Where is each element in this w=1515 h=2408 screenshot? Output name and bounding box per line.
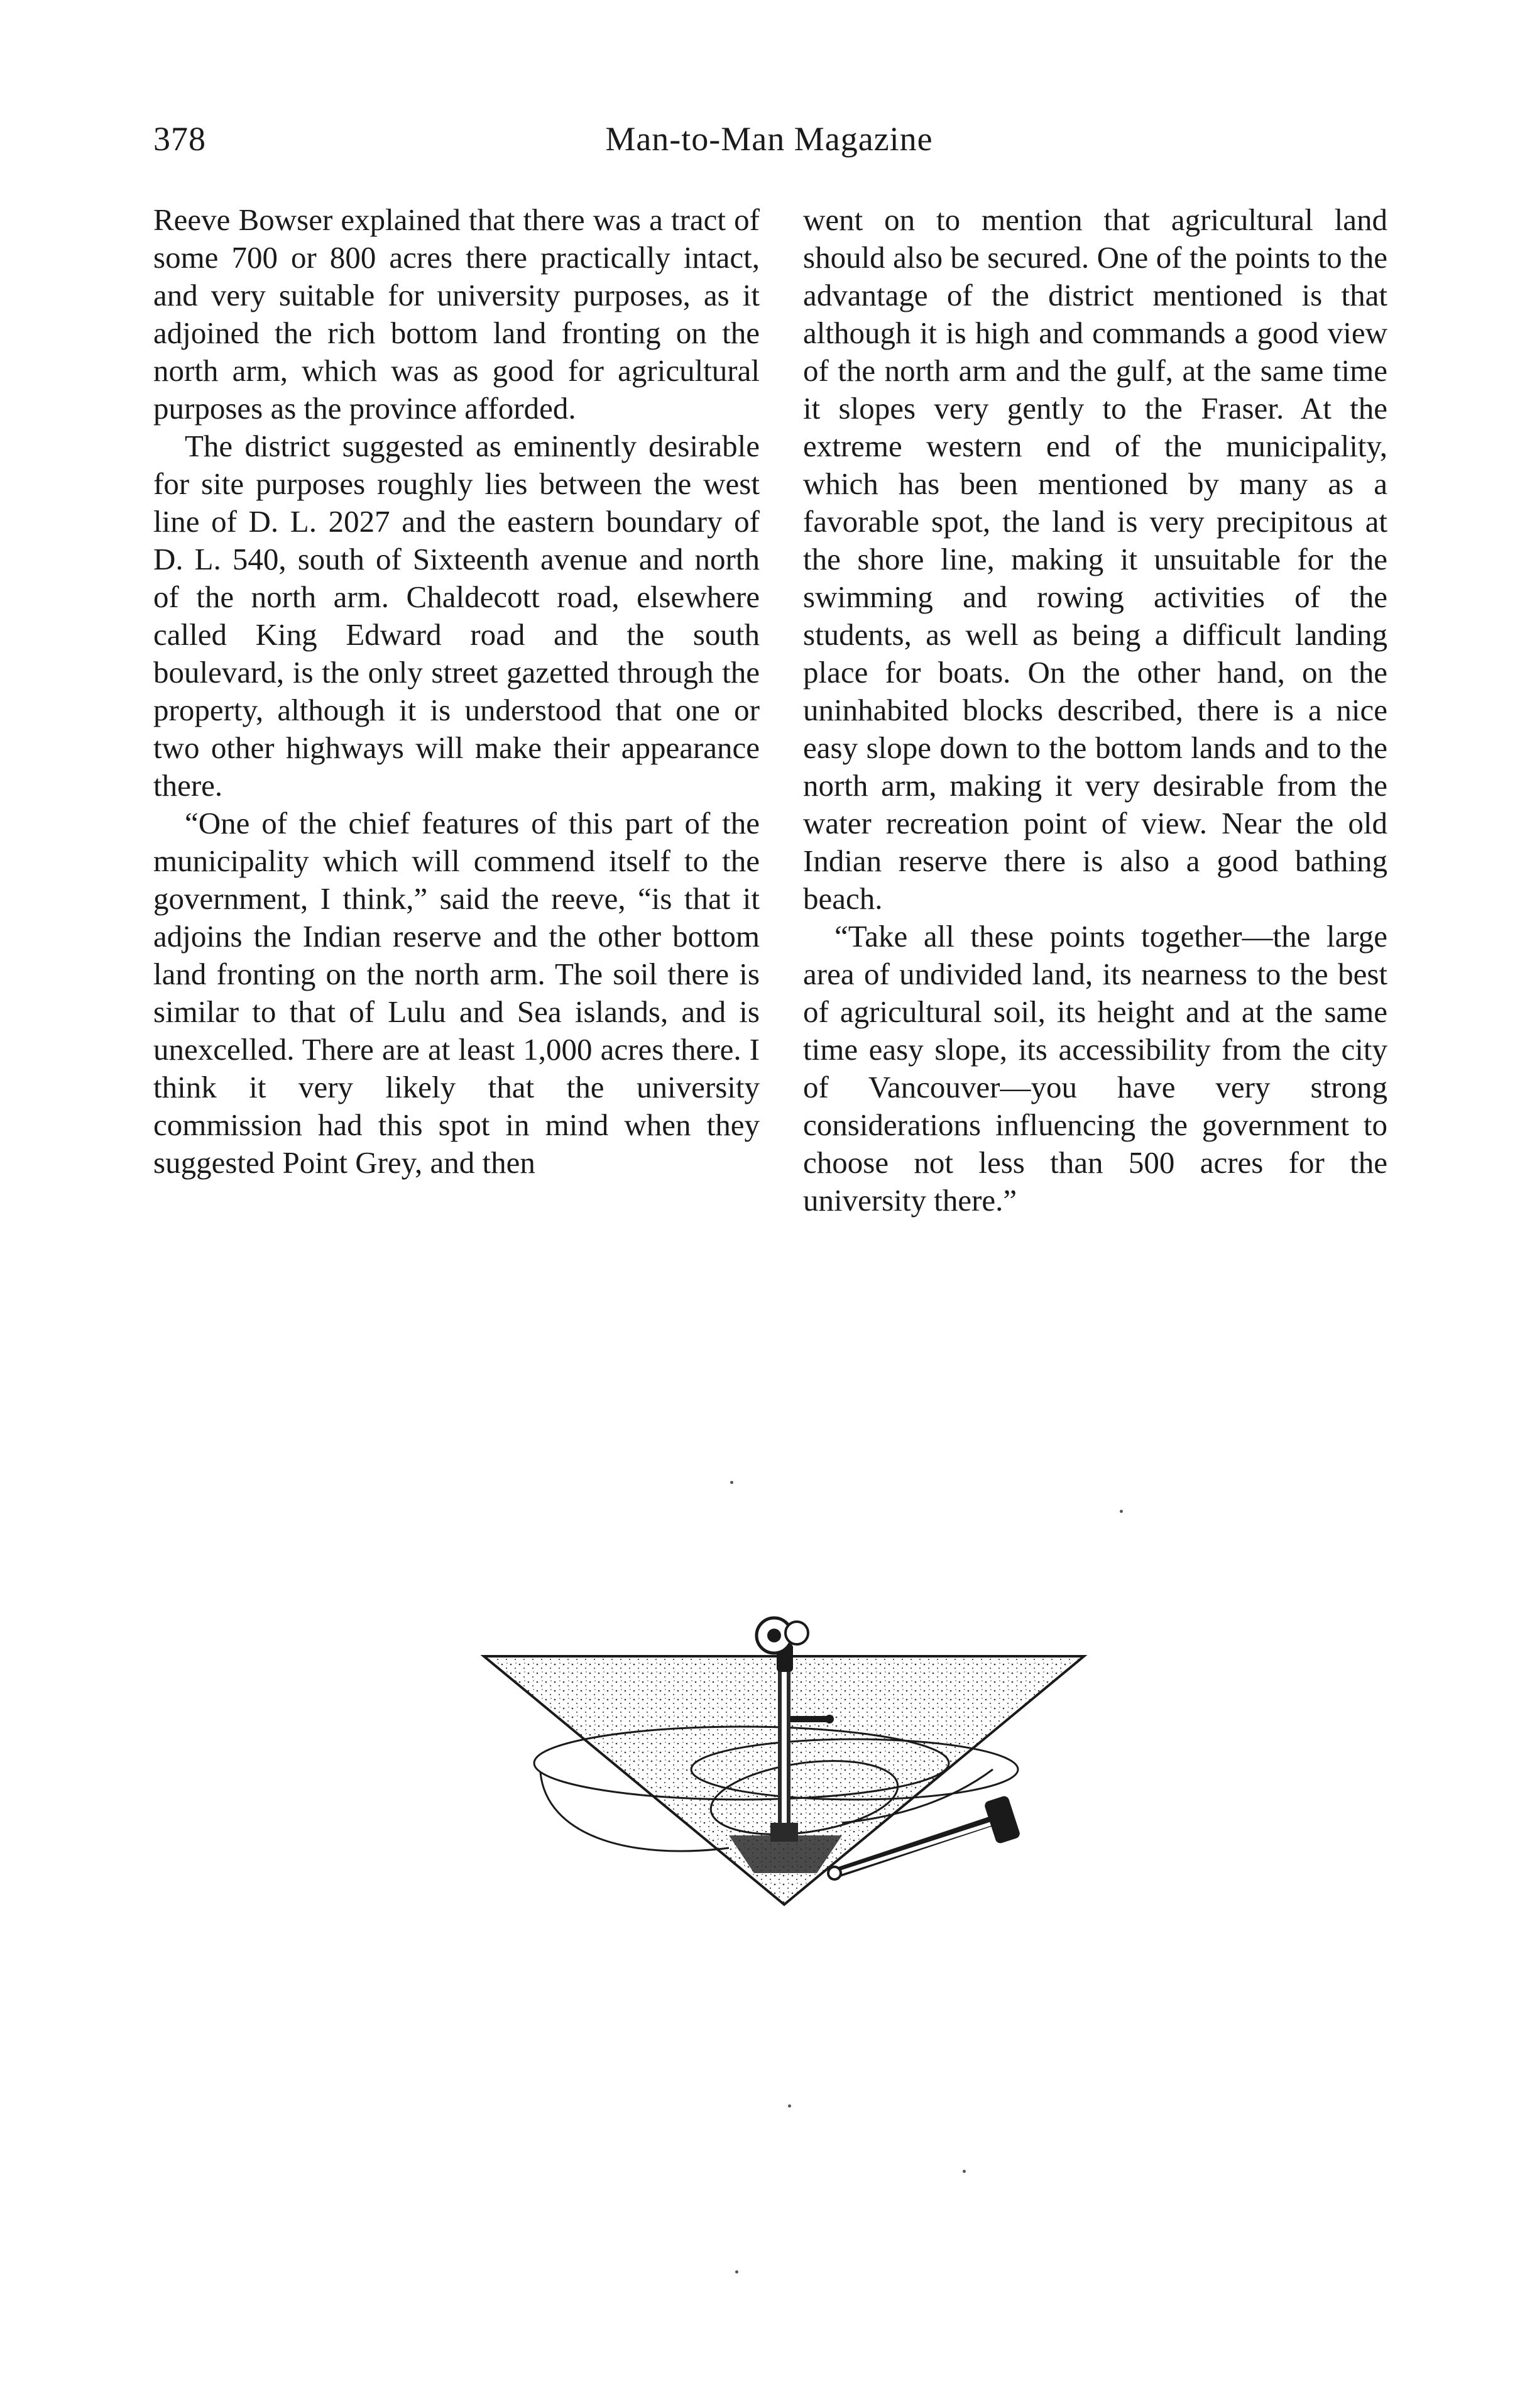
paragraph: “One of the chief features of this part of the municipality which will commend itself to the government, I think,” said the reeve, “is that it adjoins the Indian reserve and the other bottom land fronting on the north arm. The soil there is similar to that of Lulu and Sea islands, and is unexcelled. There are at least 1,000 acres there. I think it very likely that the university commission had this spot in mind when they suggested Point Grey, and then xyxy=(153,806,760,1180)
ink-speck xyxy=(730,1481,733,1484)
paragraph: went on to mention that agricultural land should also be secured. One of the points to the advantage of the district mentioned is that although it is high and commands a good view of the north arm and the gulf, at the same time it slopes very gently to the Fraser. At the extreme western end of the municipality, which has been mentioned by many as a favorable spot, the land is very precipitous at the shore line, making it unsuitable for the swimming and rowing activities of the students, as well as being a difficult landing place for boats. On the other hand, on the uninhabited blocks described, there is a nice easy slope down to the bottom lands and to the north arm, making it very desirable from the water recreation point of view. Near the old Indian reserve there is also a good bathing beach. xyxy=(803,202,1387,916)
ink-speck xyxy=(1120,1510,1123,1513)
left-column xyxy=(153,201,760,1182)
paragraph: Reeve Bowser explained that there was a tract of some 700 or 800 acres there practically intact, and very suitable for university purposes, as it adjoined the rich bottom land fronting on the north arm, which was as good for agricultural purposes as the province afforded. xyxy=(153,202,760,426)
running-head: Man-to-Man Magazine xyxy=(605,120,933,158)
page-number: 378 xyxy=(153,120,206,158)
ink-speck xyxy=(963,2170,966,2173)
ink-speck xyxy=(788,2104,791,2108)
paragraph: “Take all these points together—the large area of undivided land, its nearness to the best of agricultural soil, its height and at the same time easy slope, its accessibility from the city of Vancouver—you have very strong considerations influencing the government to choose not less than 500 acres for the university there.” xyxy=(803,919,1387,1218)
ink-speck xyxy=(735,2270,738,2273)
paragraph: The district suggested as eminently desirable for site purposes roughly lies between the west line of D. L. 2027 and the eastern boundary of D. L. 540, south of Sixteenth avenue and north of the north arm. Chaldecott road, elsewhere called King Edward road and the south boulevard, is the only street gazetted through the property, although it is understood that one or two other highways will make their appearance there. xyxy=(153,429,760,803)
right-column xyxy=(803,201,1387,1219)
page-header xyxy=(153,119,1385,170)
lawn-sprinkler-vignette-icon xyxy=(465,1609,1106,1911)
